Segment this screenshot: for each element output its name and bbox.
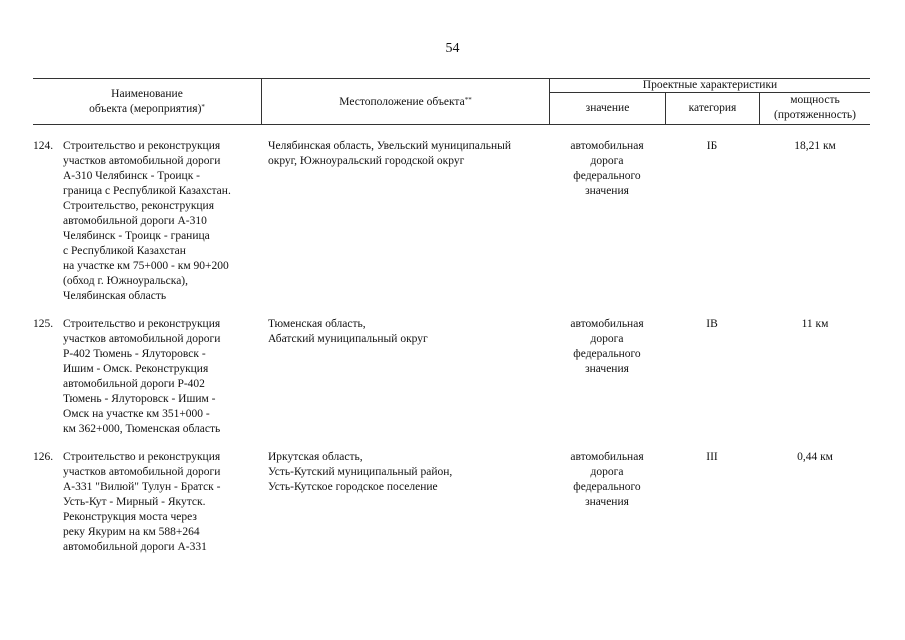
header-name-line2 xyxy=(33,102,261,117)
header-name-footnote-mark: * xyxy=(201,103,205,111)
object-location: Тюменская область, Абатский муниципальный округ xyxy=(268,318,428,345)
object-location: Челябинская область, Увельский муниципальный округ, Южноуральский городской округ xyxy=(268,140,512,167)
object-power: 0,44 км xyxy=(797,451,833,463)
header-power-line1: мощность xyxy=(790,94,840,106)
object-name: Строительство и реконструкция участков автомобильной дороги А-310 Челябинск - Троицк - граница с Республикой Казахстан. Строительство, реконструкция автомобильной дороги А-310 Челябинск - Троицк - граница с Республикой Казахстан на участке км 75+000 - км 90+200 (обход г. Южноуральска), Челябинская область xyxy=(63,140,231,302)
header-name-line1: Наименование xyxy=(111,88,183,100)
object-location: Иркутская область, Усть-Кутский муниципальный район, Усть-Кутское городское поселение xyxy=(268,451,453,493)
header-category: категория xyxy=(688,102,737,114)
object-name: Строительство и реконструкция участков автомобильной дороги А-331 "Вилюй" Тулун - Братск - Усть-Кут - Мирный - Якутск. Реконструкция моста через реку Якурим на км 588+264 автомобильной дороги А-331 xyxy=(63,451,221,553)
row-number: 125. xyxy=(33,318,54,330)
object-value: автомобильная дорога федерального значения xyxy=(570,451,644,508)
header-location-cell xyxy=(262,95,549,110)
row-number: 124. xyxy=(33,140,54,152)
header-location-text: Местоположение объекта xyxy=(339,96,465,108)
header-bottom-rule xyxy=(33,124,870,125)
header-location-footnote-mark: ** xyxy=(464,96,472,104)
object-name: Строительство и реконструкция участков автомобильной дороги Р-402 Тюмень - Ялуторовск - Ишим - Омск. Реконструкция автомобильной дороги Р-402 Тюмень - Ялуторовск - Ишим - Омск на участке км 351+000 - км 362+000, Тюменская область xyxy=(63,318,221,435)
header-group-title: Проектные характеристики xyxy=(642,79,778,91)
object-category: IБ xyxy=(706,140,718,152)
header-name-cell xyxy=(33,87,261,117)
object-value: автомобильная дорога федерального значения xyxy=(570,318,644,375)
object-category: IВ xyxy=(706,318,718,330)
object-power: 11 км xyxy=(801,318,829,330)
row-number: 126. xyxy=(33,451,54,463)
header-power-cell xyxy=(760,93,870,123)
header-power-line2: (протяженность) xyxy=(774,109,856,121)
header-value: значение xyxy=(585,102,630,114)
object-power: 18,21 км xyxy=(794,140,836,152)
object-category: III xyxy=(706,451,718,463)
header-name-text: объекта (мероприятия) xyxy=(89,103,202,115)
object-value: автомобильная дорога федерального значения xyxy=(570,140,644,197)
page-number: 54 xyxy=(445,41,460,56)
